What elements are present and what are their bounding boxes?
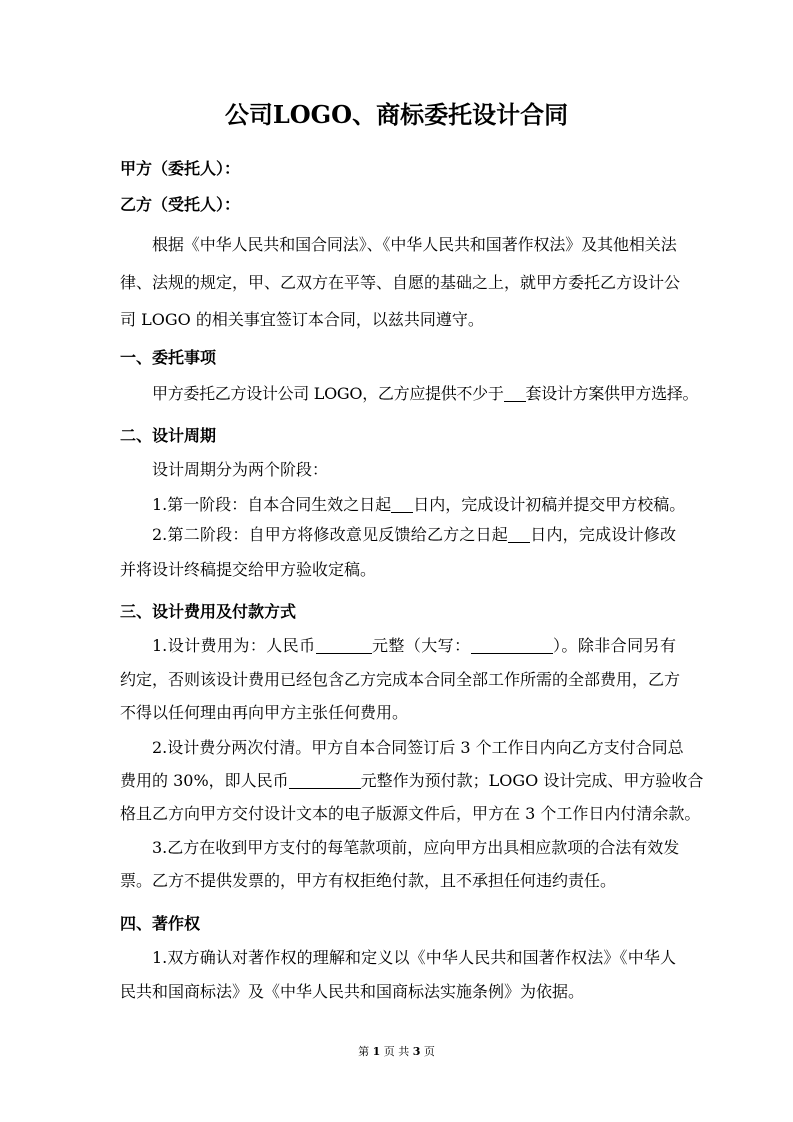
party-b-label: 乙方（受托人）：: [120, 195, 241, 214]
clause-text: 1.设计费用为：人民币: [152, 636, 316, 655]
section-2-item-2-cont: 并将设计终稿提交给甲方验收定稿。: [120, 560, 377, 579]
clause-text: 2.第二阶段：自甲方将修改意见反馈给乙方之日起: [152, 525, 509, 544]
footer-page-label: 第: [358, 1045, 370, 1058]
blank-design-count-field: [504, 385, 526, 402]
clause-text: 日内，完成设计初稿并提交甲方校稿。: [413, 495, 686, 514]
clause-text: 甲方委托乙方设计公司 LOGO，乙方应提供不少于: [152, 384, 504, 403]
document-title: 公司LOGO、商标委托设计合同: [224, 100, 569, 129]
section-3-item-1: [120, 636, 676, 656]
footer-current-page: 1: [372, 1045, 381, 1058]
section-2-intro: 设计周期分为两个阶段：: [152, 460, 329, 479]
blank-amount-words-field: [471, 637, 553, 654]
party-a-label: 甲方（委托人）：: [120, 159, 241, 178]
clause-text: 日内，完成设计修改: [530, 525, 676, 544]
section-3-item-1-line-2: 约定，否则该设计费用已经包含乙方完成本合同全部工作所需的全部费用，乙方: [120, 670, 681, 689]
clause-text: 套设计方案供甲方选择。: [525, 384, 699, 403]
section-3-item-2-line-3: 格且乙方向甲方交付设计文本的电子版源文件后，甲方在 3 个工作日内付清余款。: [120, 804, 701, 823]
section-1-clause: [120, 384, 699, 404]
section-4-item-1-line-2: 民共和国商标法》及《中华人民共和国商标法实施条例》为依据。: [120, 982, 585, 1001]
preamble-line-1: 根据《中华人民共和国合同法》、《中华人民共和国著作权法》及其他相关法: [152, 235, 676, 254]
clause-text: 1.第一阶段：自本合同生效之日起: [152, 495, 392, 514]
section-4-heading: 四、著作权: [120, 914, 201, 933]
blank-days-field: [508, 526, 530, 543]
section-3-item-1-line-3: 不得以任何理由再向甲方主张任何费用。: [120, 703, 409, 722]
section-4-item-1: 1.双方确认对著作权的理解和定义以《中华人民共和国著作权法》《中华人: [152, 948, 676, 967]
blank-amount-field: [316, 637, 372, 654]
section-1-heading: 一、委托事项: [120, 348, 217, 367]
preamble-line-2: 律、法规的规定，甲、乙双方在平等、自愿的基础之上，就甲方委托乙方设计公: [120, 273, 681, 292]
clause-text: 元整（大写：: [371, 636, 471, 655]
section-3-heading: 三、设计费用及付款方式: [120, 602, 297, 621]
clause-text: 费用的 30%，即人民币: [120, 771, 289, 790]
footer-page-suffix: 页: [423, 1045, 435, 1058]
section-3-item-2: 2.设计费分两次付清。甲方自本合同签订后 3 个工作日内向乙方支付合同总: [152, 738, 684, 757]
section-3-item-2-line-2: [120, 771, 704, 791]
section-3-item-3-line-2: 票。乙方不提供发票的，甲方有权拒绝付款，且不承担任何违约责任。: [120, 871, 617, 890]
section-3-item-3: 3.乙方在收到甲方支付的每笔款项前，应向甲方出具相应款项的合法有效发: [152, 838, 680, 857]
preamble-line-3: 司 LOGO 的相关事宜签订本合同，以兹共同遵守。: [120, 310, 484, 329]
clause-text: ）。除非合同另有: [552, 636, 676, 655]
section-2-item-1: [120, 495, 686, 515]
section-2-heading: 二、设计周期: [120, 426, 217, 445]
footer-total-pages: 3: [412, 1045, 421, 1058]
blank-prepayment-field: [289, 772, 361, 789]
page-footer: [0, 1045, 793, 1059]
blank-days-field: [391, 496, 413, 513]
footer-of-label: 页 共: [383, 1045, 410, 1058]
section-2-item-2: [120, 525, 676, 545]
clause-text: 元整作为预付款；LOGO 设计完成、甲方验收合: [360, 771, 704, 790]
